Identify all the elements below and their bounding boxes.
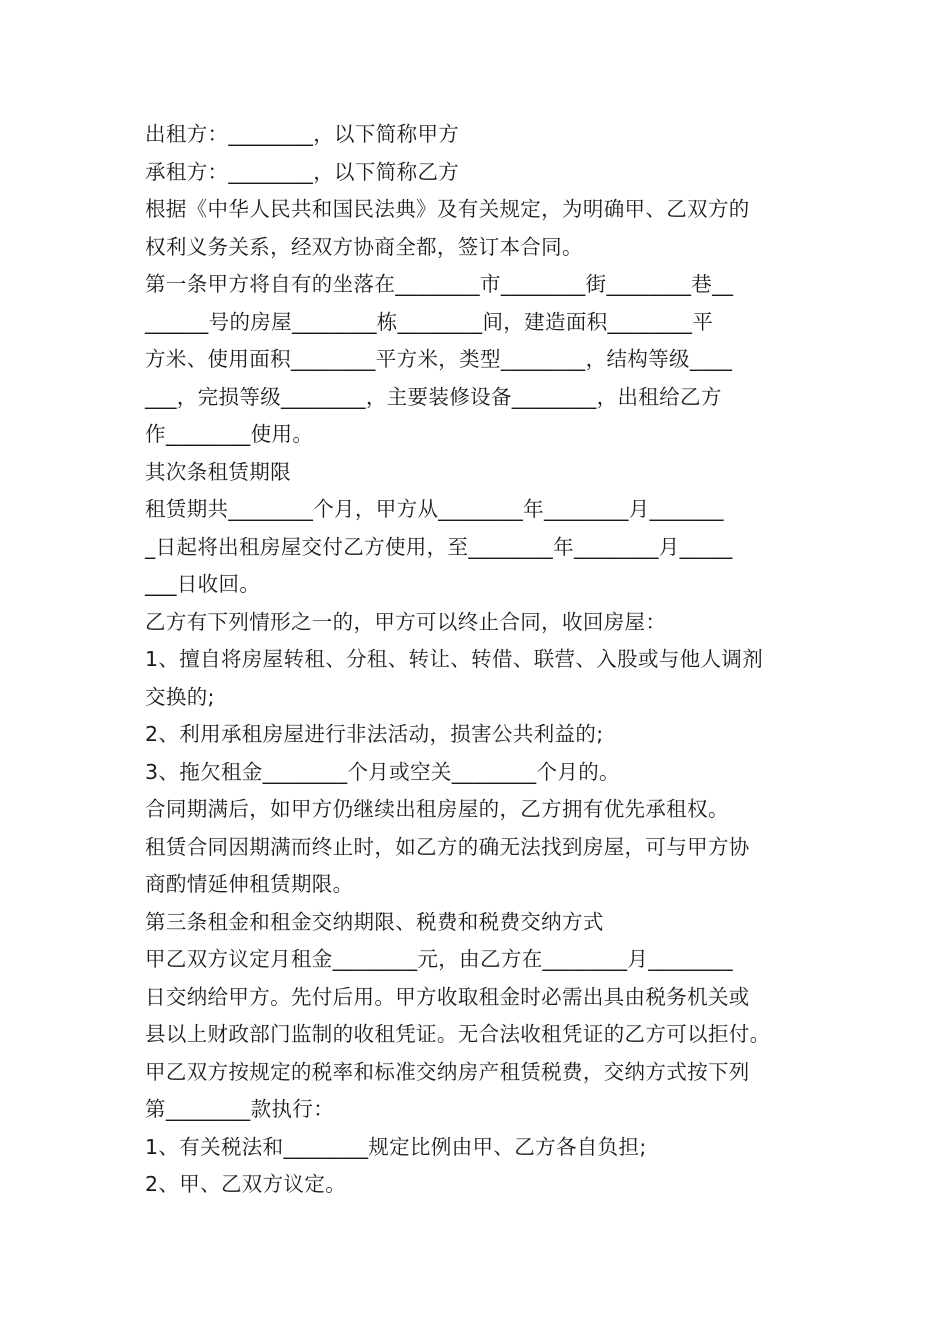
text-line: ___日收回。	[145, 572, 261, 596]
list-item: 1、擅自将房屋转租、分租、转让、转借、联营、入股或与他人调剂	[145, 647, 764, 671]
list-item: 2、甲、乙双方议定。	[145, 1172, 347, 1196]
text-line: ___，完损等级________，主要装修设备________，出租给乙方	[145, 384, 722, 409]
contract-body	[145, 116, 807, 1204]
text-line: 权利义务关系，经双方协商全都，签订本合同。	[145, 234, 583, 259]
text-line: ______号的房屋________栋________间，建造面积________平	[145, 309, 714, 334]
text-line: 租赁合同因期满而终止时，如乙方的确无法找到房屋，可与甲方协	[145, 834, 750, 859]
list-item: 3、拖欠租金________个月或空关________个月的。	[145, 759, 620, 784]
text-line: 承租方：________，以下简称乙方	[145, 159, 460, 184]
section-heading: 其次条租赁期限	[145, 459, 291, 484]
text-line: 甲乙双方按规定的税率和标准交纳房产租赁税费，交纳方式按下列	[145, 1059, 750, 1084]
text-line: 日交纳给甲方。先付后用。甲方收取租金时必需出具由税务机关或	[145, 984, 750, 1009]
text-line: 交换的;	[145, 684, 215, 709]
section-heading: 第三条租金和租金交纳期限、税费和税费交纳方式	[145, 909, 604, 934]
text-line: 第________款执行：	[145, 1097, 335, 1121]
text-line: 方米、使用面积________平方米，类型________，结构等级____	[145, 347, 733, 371]
text-line: 作________使用。	[145, 422, 314, 446]
text-line: 出租方：________，以下简称甲方	[145, 122, 460, 146]
text-line: 合同期满后，如甲方仍继续出租房屋的，乙方拥有优先承租权。	[145, 797, 729, 821]
text-line: 租赁期共________个月，甲方从________年________月_______	[145, 497, 724, 521]
text-line: _日起将出租房屋交付乙方使用，至________年________月_____	[145, 534, 733, 559]
text-line: 商酌情延伸租赁期限。	[145, 872, 354, 896]
list-item: 2、利用承租房屋进行非法活动，损害公共利益的;	[145, 722, 604, 746]
text-line: 乙方有下列情形之一的，甲方可以终止合同，收回房屋：	[145, 609, 667, 634]
list-item: 1、有关税法和________规定比例由甲、乙方各自负担;	[145, 1134, 647, 1159]
text-line: 县以上财政部门监制的收租凭证。无合法收租凭证的乙方可以拒付。	[145, 1022, 771, 1046]
text-line: 根据《中华人民共和国民法典》及有关规定，为明确甲、乙双方的	[145, 197, 750, 221]
text-line: 第一条甲方将自有的坐落在________市________街________巷__	[145, 272, 734, 296]
text-line: 甲乙双方议定月租金________元，由乙方在________月________	[145, 947, 733, 971]
